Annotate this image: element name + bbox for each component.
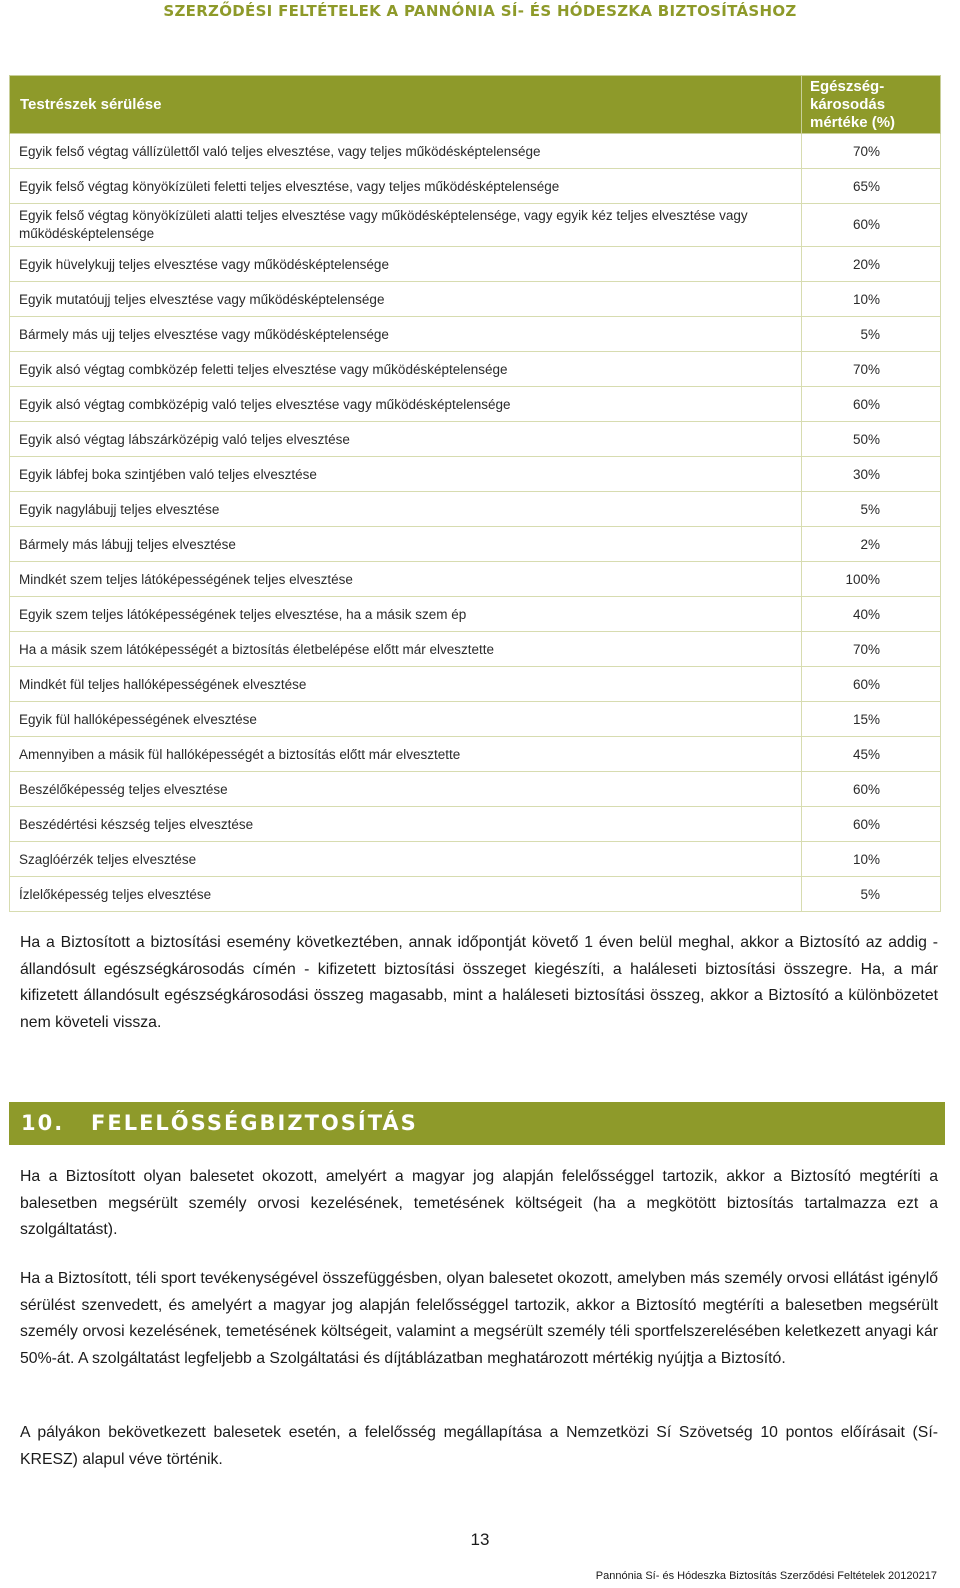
injury-percent: 60% — [802, 807, 941, 842]
injury-label: Szaglóérzék teljes elvesztése — [10, 842, 802, 877]
table-row — [10, 247, 941, 282]
table-row — [10, 492, 941, 527]
injury-label: Egyik felső végtag könyökízületi feletti teljes elvesztése, vagy teljes működésképtelensége — [10, 169, 802, 204]
injury-label: Egyik alsó végtag lábszárközépig való teljes elvesztése — [10, 422, 802, 457]
injury-label: Ízlelőképesség teljes elvesztése — [10, 877, 802, 912]
liability-paragraph-2: Ha a Biztosított, téli sport tevékenységével összefüggésben, olyan balesetet okozott, amelyben más személy orvosi ellátást igénylő sérülést szenvedett, és amelyért a magyar jog alapján felelősséggel tartozik, akkor a Biztosító megtéríti a balesetben megsérült személy orvosi kezelésének, temetésének költségeit, valamint a megsérült személy téli sportfelszerelésében keletkezett anyagi kár 50%-át. A szolgáltatást legfeljebb a Szolgáltatási és díjtáblázatban meghatározott mértékig nyújtja a Biztosító. — [20, 1270, 938, 1367]
table-row — [10, 632, 941, 667]
injury-label: Egyik szem teljes látóképességének teljes elvesztése, ha a másik szem ép — [10, 597, 802, 632]
table-row — [10, 422, 941, 457]
section-heading-bar — [9, 1102, 945, 1145]
injury-label: Amennyiben a másik fül hallóképességét a biztosítás előtt már elvesztette — [10, 737, 802, 772]
table-row — [10, 204, 941, 247]
death-benefit-paragraph: Ha a Biztosított a biztosítási esemény következtében, annak időpontját követő 1 éven belül meghal, akkor a Biztosító az addig - állandósult egészségkárosodás címén - kifizetett biztosítási összeget kiegészíti, a haláleseti biztosítási összegre. Ha, a már kifizetett állandósult egészségkárosodási összeg magasabb, mint a haláleseti biztosítási összeg, akkor a Biztosító a különbözetet nem követeli vissza. — [20, 934, 938, 1031]
injury-percent: 5% — [802, 877, 941, 912]
injury-percent: 70% — [802, 632, 941, 667]
page-number: 13 — [470, 1530, 490, 1549]
injury-percent: 15% — [802, 702, 941, 737]
table-row — [10, 352, 941, 387]
liability-paragraph-3: A pályákon bekövetkezett balesetek esetén, a felelősség megállapítása a Nemzetközi Sí Szövetség 10 pontos előírásait (Sí-KRESZ) alapul véve történik. — [20, 1424, 938, 1468]
injury-percent: 5% — [802, 492, 941, 527]
table-row — [10, 597, 941, 632]
section-number: 10. — [21, 1111, 65, 1135]
table-row — [10, 134, 941, 169]
injury-percent: 100% — [802, 562, 941, 597]
injury-percent: 60% — [802, 772, 941, 807]
injury-percent: 10% — [802, 842, 941, 877]
injury-label: Egyik lábfej boka szintjében való teljes elvesztése — [10, 457, 802, 492]
injury-label: Ha a másik szem látóképességét a biztosítás életbelépése előtt már elvesztette — [10, 632, 802, 667]
injury-percent: 40% — [802, 597, 941, 632]
injury-label: Egyik felső végtag vállízülettől való teljes elvesztése, vagy teljes működésképtelensége — [10, 134, 802, 169]
injury-label: Egyik alsó végtag combközép feletti teljes elvesztése vagy működésképtelensége — [10, 352, 802, 387]
injury-percent: 2% — [802, 527, 941, 562]
injury-percent: 5% — [802, 317, 941, 352]
injury-label: Egyik alsó végtag combközépig való teljes elvesztése vagy működésképtelensége — [10, 387, 802, 422]
injury-label: Bármely más ujj teljes elvesztése vagy működésképtelensége — [10, 317, 802, 352]
table-row — [10, 387, 941, 422]
injury-percent: 70% — [802, 352, 941, 387]
injury-percent: 60% — [802, 387, 941, 422]
table-row — [10, 807, 941, 842]
table-header-row — [10, 76, 941, 134]
injury-percentage-table — [9, 75, 941, 912]
table-row — [10, 457, 941, 492]
section-title: FELELŐSSÉGBIZTOSÍTÁS — [91, 1111, 418, 1135]
injury-label: Egyik mutatóujj teljes elvesztése vagy működésképtelensége — [10, 282, 802, 317]
injury-percent: 20% — [802, 247, 941, 282]
injury-percent: 50% — [802, 422, 941, 457]
injury-percent: 10% — [802, 282, 941, 317]
column-header-percent: Egészség-károsodás mértéke (%) — [802, 76, 941, 134]
injury-percent: 45% — [802, 737, 941, 772]
table-row — [10, 282, 941, 317]
injury-label: Beszédértési készség teljes elvesztése — [10, 807, 802, 842]
liability-paragraph-1: Ha a Biztosított olyan balesetet okozott, amelyért a magyar jog alapján felelősséggel tartozik, akkor a Biztosító megtéríti a balesetben megsérült személy orvosi kezelésének, temetésének költségeit (ha a megkötött biztosítás tartalmazza ezt a szolgáltatást). — [20, 1168, 938, 1238]
injury-percent: 60% — [802, 667, 941, 702]
table-row — [10, 527, 941, 562]
injury-label: Egyik felső végtag könyökízületi alatti teljes elvesztése vagy működésképtelensége, vagy egyik kéz teljes elvesztése vagy működésképtelensége — [10, 204, 802, 247]
table-row — [10, 702, 941, 737]
table-row — [10, 842, 941, 877]
table-row — [10, 877, 941, 912]
table-row — [10, 772, 941, 807]
table-row — [10, 562, 941, 597]
injury-percent: 70% — [802, 134, 941, 169]
table-row — [10, 317, 941, 352]
table-row — [10, 169, 941, 204]
injury-percent: 60% — [802, 204, 941, 247]
injury-label: Egyik nagylábujj teljes elvesztése — [10, 492, 802, 527]
table-row — [10, 667, 941, 702]
injury-label: Mindkét szem teljes látóképességének teljes elvesztése — [10, 562, 802, 597]
document-footer: Pannónia Sí- és Hódeszka Biztosítás Szerződési Feltételek 20120217 — [595, 1570, 937, 1582]
injury-label: Mindkét fül teljes hallóképességének elvesztése — [10, 667, 802, 702]
injury-percent: 30% — [802, 457, 941, 492]
injury-label: Beszélőképesség teljes elvesztése — [10, 772, 802, 807]
injury-label: Bármely más lábujj teljes elvesztése — [10, 527, 802, 562]
injury-label: Egyik fül hallóképességének elvesztése — [10, 702, 802, 737]
column-header-injury: Testrészek sérülése — [10, 76, 802, 134]
table-row — [10, 737, 941, 772]
injury-label: Egyik hüvelykujj teljes elvesztése vagy működésképtelensége — [10, 247, 802, 282]
document-header-title: SZERZŐDÉSI FELTÉTELEK A PANNÓNIA SÍ- ÉS HÓDESZKA BIZTOSÍTÁSHOZ — [163, 2, 797, 20]
injury-percent: 65% — [802, 169, 941, 204]
